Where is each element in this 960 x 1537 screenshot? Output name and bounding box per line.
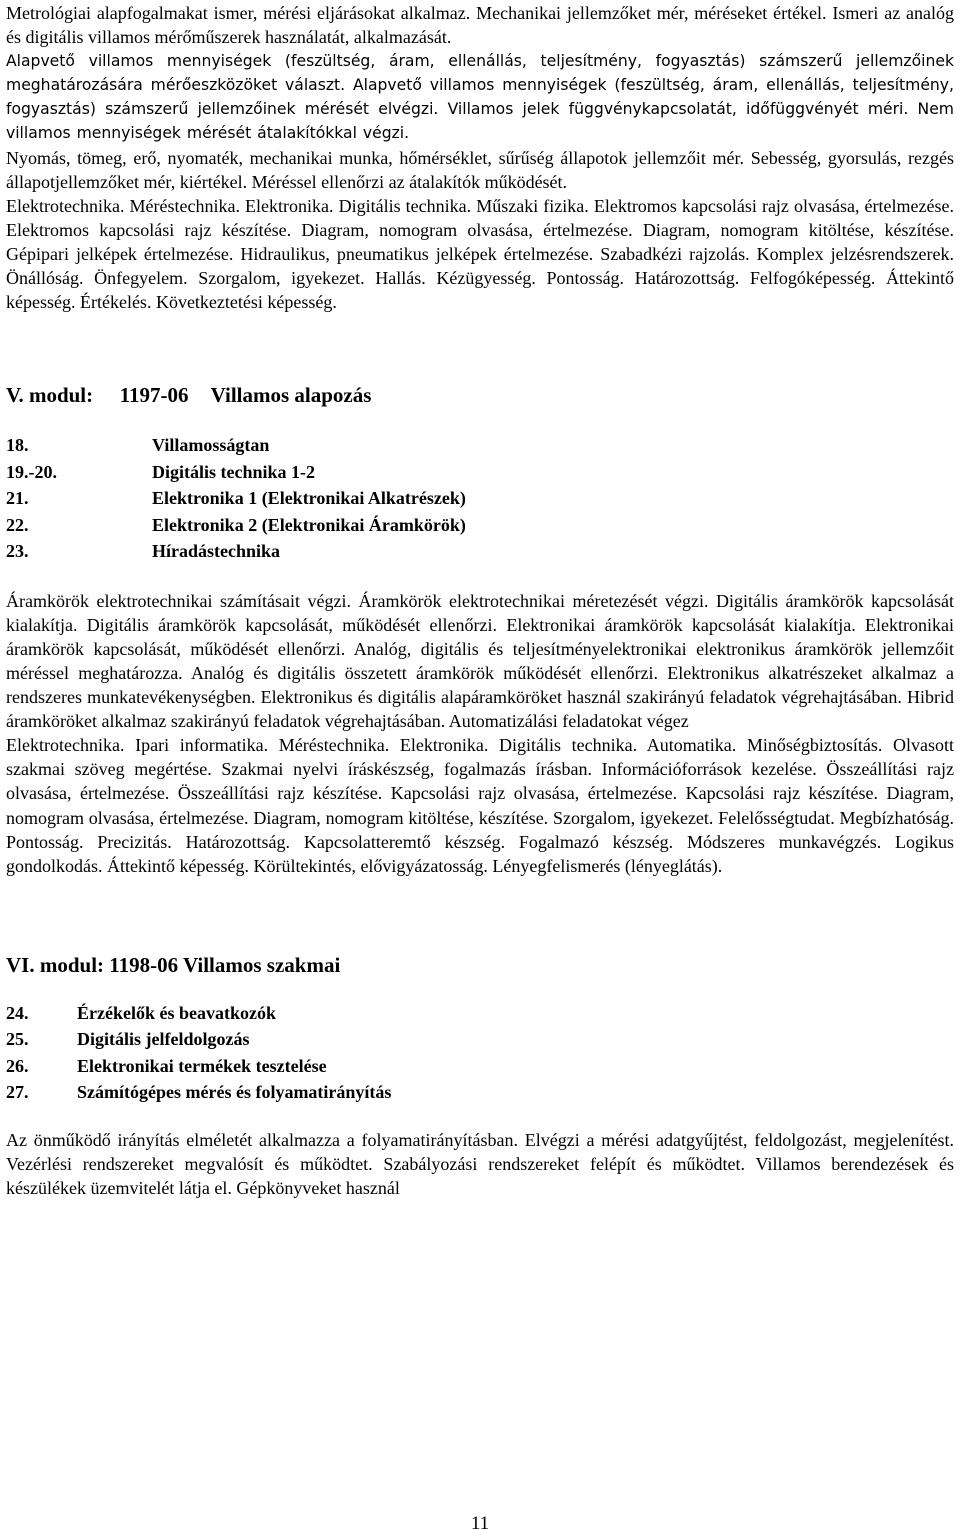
topic-title: Digitális jelfeldolgozás bbox=[77, 1029, 250, 1050]
module-5-title bbox=[6, 382, 954, 408]
module-5-paragraph-1: Áramkörök elektrotechnikai számításait végzi. Áramkörök elektrotechnikai méretezését végzi. Digitális áramkörök kapcsolását kialakítja. Digitális áramkörök kapcsolását, működését ellenőrzi. Elektronikai áramkörök kapcsolását kialakítja. Elektronikai áramkörök kapcsolását, működését ellenőrzi. Analóg, digitális és teljesítményelektronikai elektronikus áramkörök jellemzőit méréssel meghatározza. Analóg és digitális összetett áramkörök működését ellenőrzi. Elektronikus alkatrészeket alkalmaz a rendszeres munkatevékenységben. Elektronikus és digitális alapáramköröket használ szakirányú feladatok végrehajtásában. Hibrid áramköröket alkalmaz szakirányú feladatok végrehajtásában. Automatizálási feladatokat végez bbox=[6, 590, 954, 732]
topic-title: Elektronikai termékek tesztelése bbox=[77, 1055, 327, 1076]
document-page bbox=[6, 0, 954, 1200]
topic-number: 25. bbox=[6, 1029, 29, 1050]
topic-title: Érzékelők és beavatkozók bbox=[77, 1002, 276, 1023]
module-5-topic-list bbox=[6, 432, 954, 565]
intro-paragraph-3: Nyomás, tömeg, erő, nyomaték, mechanikai munka, hőmérséklet, sűrűség állapotok jellemzőit mér. Sebesség, gyorsulás, rezgés állapotjellemzőket mér, kiértékel. Méréssel ellenőrzi az átalakítók működését. bbox=[6, 147, 954, 192]
intro-paragraph-1: Metrológiai alapfogalmakat ismer, mérési eljárásokat alkalmaz. Mechanikai jellemzőket mér, méréseket értékel. Ismeri az analóg és digitális villamos mérőműszerek használatát, alkalmazását. bbox=[6, 3, 954, 48]
topic-number: 21. bbox=[6, 488, 29, 509]
list-item bbox=[6, 512, 954, 539]
list-item bbox=[6, 1026, 954, 1053]
topic-number: 22. bbox=[6, 514, 29, 535]
topic-number: 23. bbox=[6, 541, 29, 562]
topic-title: Híradástechnika bbox=[152, 541, 281, 562]
topic-title: Elektronika 1 (Elektronikai Alkatrészek) bbox=[152, 488, 466, 509]
list-item bbox=[6, 538, 954, 565]
page-number: 11 bbox=[470, 1513, 490, 1534]
list-item bbox=[6, 1053, 954, 1080]
topic-title: Elektronika 2 (Elektronikai Áramkörök) bbox=[152, 514, 466, 535]
topic-title: Villamosságtan bbox=[152, 435, 270, 456]
topic-number: 18. bbox=[6, 435, 29, 456]
module-6-code: 1198-06 bbox=[109, 952, 179, 977]
intro-paragraph-2: Alapvető villamos mennyiségek (feszültség, áram, ellenállás, teljesítmény, fogyasztás) számszerű jellemzőinek meghatározására mérőeszközöket választ. Alapvető villamos mennyiségek (feszültség, áram, ellenállás, teljesítmény, fogyasztás) számszerű jellemzőinek mérését elvégzi. Villamos jelek függvénykapcsolatát, időfüggvényét méri. Nem villamos mennyiségek mérését átalakítókkal végzi. bbox=[6, 52, 954, 143]
topic-number: 26. bbox=[6, 1055, 29, 1076]
list-item bbox=[6, 459, 954, 486]
list-item bbox=[6, 432, 954, 459]
list-item bbox=[6, 1079, 954, 1106]
module-6-label: VI. modul: bbox=[6, 952, 105, 977]
module-5-code: 1197-06 bbox=[119, 383, 189, 408]
module-6-paragraph-1: Az önműködő irányítás elméletét alkalmazza a folyamatirányításban. Elvégzi a mérési adatgyűjtést, feldolgozást, megjelenítést. Vezérlési rendszereket megvalósít és működtet. Szabályozási rendszereket felépít és működtet. Villamos berendezések és készülékek üzemvitelét látja el. Gépkönyveket használ bbox=[6, 1129, 954, 1199]
module-6-name: Villamos szakmai bbox=[183, 952, 341, 977]
topic-number: 27. bbox=[6, 1082, 29, 1103]
module-6-title bbox=[6, 952, 954, 978]
module-6-topic-list bbox=[6, 1000, 954, 1106]
module-5-label: V. modul: bbox=[6, 383, 94, 408]
topic-title: Számítógépes mérés és folyamatirányítás bbox=[77, 1082, 392, 1103]
topic-number: 24. bbox=[6, 1002, 29, 1023]
module-5-paragraph-2: Elektrotechnika. Ipari informatika. Méréstechnika. Elektronika. Digitális technika. Automatika. Minőségbiztosítás. Olvasott szakmai szöveg megértése. Szakmai nyelvi íráskészség, fogalmazás írásban. Információforrások kezelése. Összeállítási rajz olvasása, értelmezése. Összeállítási rajz készítése. Kapcsolási rajz olvasása, értelmezése. Kapcsolási rajz készítése. Diagram, nomogram olvasása, értelmezése. Diagram, nomogram kitöltése, készítése. Szorgalom, igyekezet. Felelősségtudat. Megbízhatóság. Pontosság. Precizitás. Határozottság. Kapcsolatteremtő készség. Fogalmazó készség. Módszeres munkavégzés. Logikus gondolkodás. Áttekintő képesség. Körültekintés, elővigyázatosság. Lényegfelismerés (lényeglátás). bbox=[6, 735, 954, 876]
list-item bbox=[6, 485, 954, 512]
topic-title: Digitális technika 1-2 bbox=[152, 461, 316, 482]
spacer bbox=[6, 314, 954, 382]
module-5-name: Villamos alapozás bbox=[210, 383, 372, 408]
topic-number: 19.-20. bbox=[6, 461, 57, 482]
intro-paragraph-4: Elektrotechnika. Méréstechnika. Elektronika. Digitális technika. Műszaki fizika. Elektromos kapcsolási rajz olvasása, értelmezése. Elektromos kapcsolási rajz készítése. Diagram, nomogram olvasása, értelmezése. Diagram, nomogram kitöltése, készítése. Gépipari jelképek értelmezése. Hidraulikus, pneumatikus jelképek értelmezése. Szabadkézi rajzolás. Komplex jelzésrendszerek. Önállóság. Önfegyelem. Szorgalom, igyekezet. Hallás. Kézügyesség. Pontosság. Határozottság. Felfogóképesség. Áttekintő képesség. Értékelés. Következtetési képesség. bbox=[6, 195, 954, 313]
list-item bbox=[6, 1000, 954, 1027]
